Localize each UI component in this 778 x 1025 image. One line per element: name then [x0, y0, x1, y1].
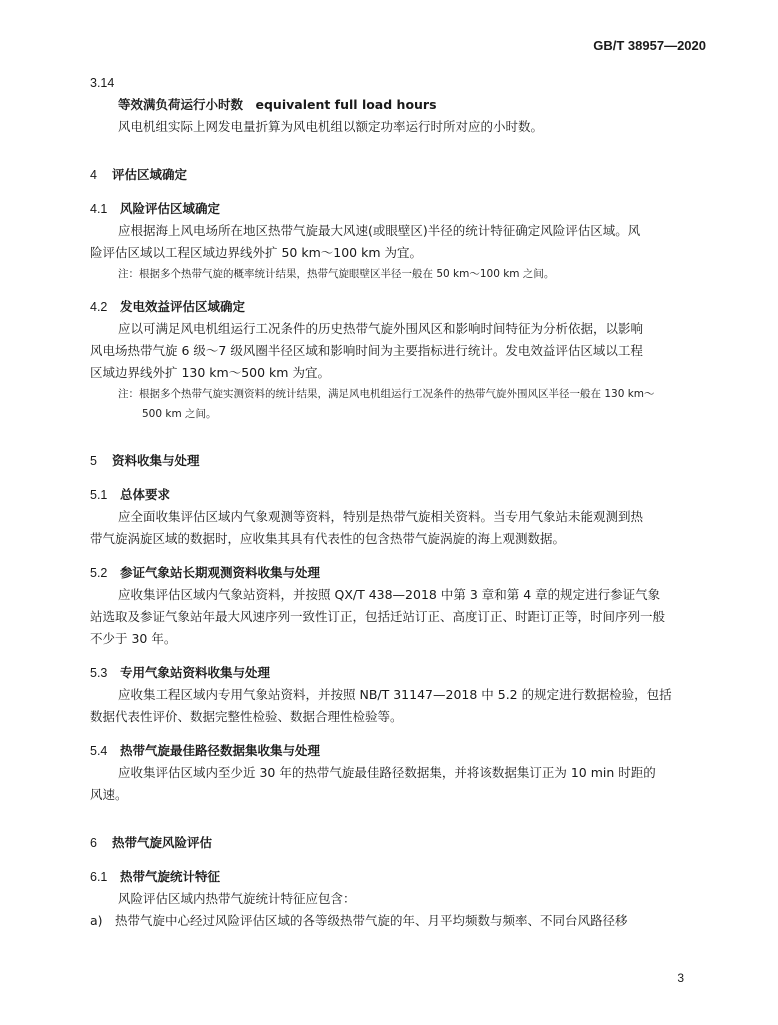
paragraph: 带气旋涡旋区域的数据时，应收集其具有代表性的包含热带气旋涡旋的海上观测数据。 [90, 531, 566, 546]
heading-section-5: 5 资料收集与处理 [90, 453, 200, 468]
paragraph: 应全面收集评估区域内气象观测等资料，特别是热带气旋相关资料。当专用气象站未能观测到热 [118, 509, 644, 524]
paragraph: 险评估区域以工程区域边界线外扩 50 km～100 km 为宜。 [90, 245, 422, 260]
note-continued: 500 km 之间。 [142, 408, 217, 420]
heading-section-6: 6 热带气旋风险评估 [90, 835, 213, 850]
document-body [90, 72, 704, 932]
paragraph: 应收集工程区域内专用气象站资料，并按照 NB/T 31147—2018 中 5.2 的规定进行数据检验，包括 [118, 687, 672, 702]
paragraph: 站选取及参证气象站年最大风速序列一致性订正，包括迁站订正、高度订正、时距订正等，时间序列一般 [90, 609, 666, 624]
clause-number-3-14: 3.14 [90, 76, 115, 90]
note: 注：根据多个热带气旋的概率统计结果，热带气旋眼壁区半径一般在 50 km～100 km 之间。 [118, 268, 555, 280]
heading-5-2: 5.2 参证气象站长期观测资料收集与处理 [90, 565, 321, 580]
paragraph: 风险评估区域内热带气旋统计特征应包含： [118, 891, 356, 906]
heading-5-4: 5.4 热带气旋最佳路径数据集收集与处理 [90, 743, 321, 758]
page-number: 3 [677, 971, 684, 985]
paragraph: 数据代表性评价、数据完整性检验、数据合理性检验等。 [90, 709, 403, 724]
paragraph: 应收集评估区域内至少近 30 年的热带气旋最佳路径数据集，并将该数据集订正为 10 min 时距的 [118, 765, 656, 780]
paragraph: 应收集评估区域内气象站资料，并按照 QX/T 438—2018 中第 3 章和第 4 章的规定进行参证气象 [118, 587, 661, 602]
paragraph: 应以可满足风电机组运行工况条件的历史热带气旋外围风区和影响时间特征为分析依据，以影响 [118, 321, 644, 336]
paragraph: 应根据海上风电场所在地区热带气旋最大风速(或眼壁区)半径的统计特征确定风险评估区域。风 [118, 223, 641, 238]
term-title: 等效满负荷运行小时数 equivalent full load hours [118, 97, 437, 112]
paragraph: 风速。 [90, 787, 128, 802]
heading-section-4: 4 评估区域确定 [90, 167, 188, 182]
heading-5-3: 5.3 专用气象站资料收集与处理 [90, 665, 271, 680]
heading-6-1: 6.1 热带气旋统计特征 [90, 869, 221, 884]
heading-4-1: 4.1 风险评估区域确定 [90, 201, 221, 216]
paragraph: 不少于 30 年。 [90, 631, 177, 646]
list-item-a: a) 热带气旋中心经过风险评估区域的各等级热带气旋的年、月平均频数与频率、不同台风路径移 [90, 913, 628, 928]
paragraph: 区域边界线外扩 130 km～500 km 为宜。 [90, 365, 330, 380]
note: 注：根据多个热带气旋实测资料的统计结果，满足风电机组运行工况条件的热带气旋外围风区半径一般在 130 km～ [118, 388, 655, 400]
heading-4-2: 4.2 发电效益评估区域确定 [90, 299, 246, 314]
standard-number: GB/T 38957—2020 [593, 38, 706, 53]
term-definition: 风电机组实际上网发电量折算为风电机组以额定功率运行时所对应的小时数。 [118, 119, 544, 134]
heading-5-1: 5.1 总体要求 [90, 487, 171, 502]
paragraph: 风电场热带气旋 6 级～7 级风圈半径区域和影响时间为主要指标进行统计。发电效益评估区域以工程 [90, 343, 643, 358]
